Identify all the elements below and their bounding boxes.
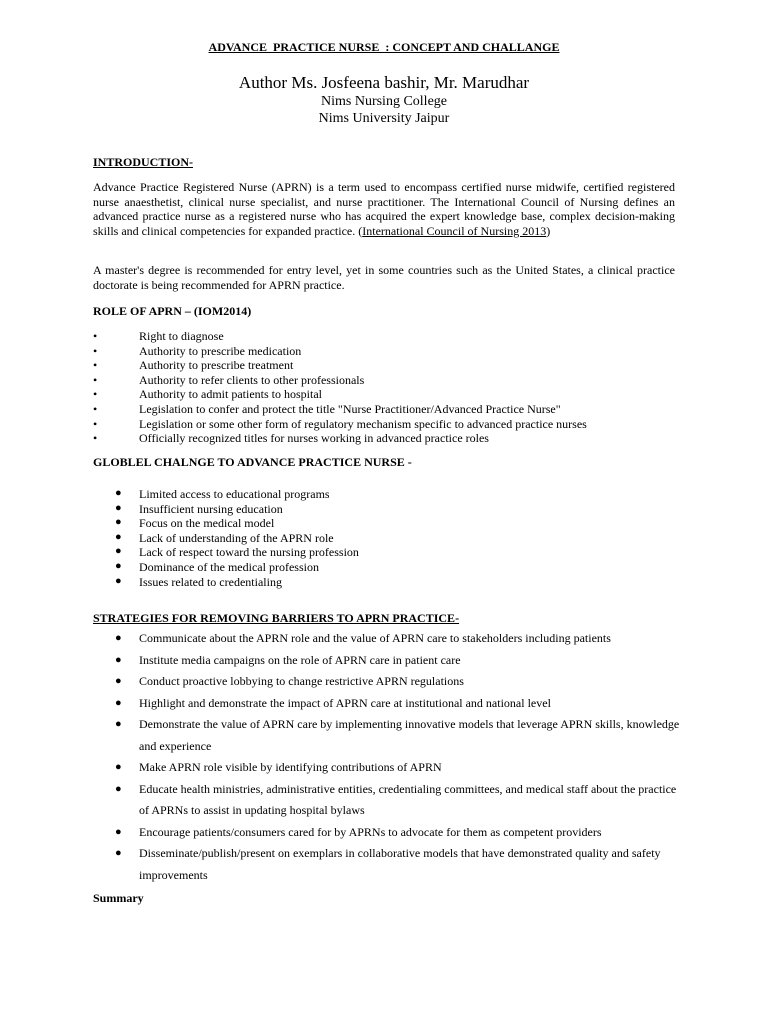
- list-item-text: Encourage patients/consumers cared for by APRNs to advocate for them as competent providers: [139, 824, 602, 839]
- list-item: [93, 531, 693, 546]
- list-item: [93, 843, 683, 886]
- bullet-icon: ●: [115, 487, 122, 499]
- list-item-text: Lack of understanding of the APRN role: [139, 530, 334, 545]
- list-item: [93, 358, 693, 373]
- bullet-icon: ●: [115, 559, 122, 572]
- bullet-icon: ●: [115, 718, 122, 730]
- strategies-heading: STRATEGIES FOR REMOVING BARRIERS TO APRN PRACTICE-: [93, 611, 460, 625]
- bullet-icon: ●: [115, 847, 122, 859]
- list-item-text: Authority to refer clients to other professionals: [139, 372, 365, 387]
- list-item-text: Institute media campaigns on the role of APRN care in patient care: [139, 652, 461, 667]
- bullet-icon: ●: [115, 675, 122, 687]
- bullet-icon: ●: [115, 782, 122, 795]
- bullet-icon: •: [93, 358, 98, 373]
- list-item-text: Legislation or some other form of regulatory mechanism specific to advanced practice nurses: [139, 416, 587, 431]
- list-item: [93, 387, 693, 402]
- strategies-list: [93, 628, 683, 886]
- list-item: [93, 417, 693, 432]
- list-item: [93, 714, 683, 757]
- bullet-icon: •: [93, 416, 98, 431]
- list-item: [93, 545, 693, 560]
- introduction-paragraph-2: A master's degree is recommended for entry level, yet in some countries such as the United States, a clinical practice doctorate is being recommended for APRN practice.: [93, 263, 675, 292]
- bullet-icon: ●: [115, 696, 122, 709]
- list-item-text: Focus on the medical model: [139, 516, 275, 531]
- bullet-icon: •: [93, 431, 98, 446]
- list-item: [93, 344, 693, 359]
- list-item: [93, 822, 683, 844]
- bullet-icon: ●: [115, 545, 122, 558]
- list-item: [93, 779, 683, 822]
- document-title: ADVANCE PRACTICE NURSE : CONCEPT AND CHALLANGE: [208, 40, 560, 54]
- list-item: [93, 329, 693, 344]
- list-item-text: Authority to admit patients to hospital: [139, 387, 322, 402]
- bullet-icon: •: [93, 387, 98, 402]
- bullet-icon: ●: [115, 530, 122, 543]
- list-item: [93, 757, 683, 779]
- list-item: [93, 402, 693, 417]
- list-item-text: Demonstrate the value of APRN care by implementing innovative models that leverage APRN skills, knowledge and experience: [139, 717, 680, 753]
- list-item-text: Educate health ministries, administrative entities, credentialing committees, and medical staff about the practice of APRNs to assist in updating hospital bylaws: [139, 781, 677, 817]
- list-item: [93, 671, 683, 693]
- introduction-paragraph-1: [93, 180, 675, 238]
- introduction-heading: INTRODUCTION-: [93, 155, 194, 169]
- bullet-icon: •: [93, 329, 98, 343]
- list-item: [93, 487, 693, 502]
- list-item: [93, 516, 693, 531]
- role-heading: ROLE OF APRN – (IOM2014): [93, 304, 252, 318]
- list-item-text: Communicate about the APRN role and the value of APRN care to stakeholders including patients: [139, 631, 611, 645]
- introduction-paragraph-1-text: Advance Practice Registered Nurse (APRN) is a term used to encompass certified nurse midwife, certified registered nurse anaesthetist, clinical nurse specialist, and nurse practitioner. The International Council of Nursing defines an advanced practice nurse as a registered nurse who has acquired the expert knowledge base, complex decision-making skills and clinical competencies for expanded practice. (: [93, 180, 675, 238]
- list-item-text: Highlight and demonstrate the impact of APRN care at institutional and national level: [139, 695, 551, 710]
- list-item-text: Lack of respect toward the nursing profession: [139, 545, 359, 560]
- challenges-heading: GLOBLEL CHALNGE TO ADVANCE PRACTICE NURSE -: [93, 455, 412, 469]
- list-item-text: Officially recognized titles for nurses working in advanced practice roles: [139, 431, 489, 446]
- author-line: Author Ms. Josfeena bashir, Mr. Marudhar: [238, 73, 530, 92]
- list-item-text: Legislation to confer and protect the title "Nurse Practitioner/Advanced Practice Nurse": [139, 401, 561, 416]
- bullet-icon: •: [93, 343, 98, 358]
- list-item-text: Issues related to credentialing: [139, 574, 282, 589]
- bullet-icon: ●: [115, 653, 122, 666]
- list-item-text: Conduct proactive lobbying to change restrictive APRN regulations: [139, 674, 464, 688]
- bullet-icon: •: [93, 401, 98, 416]
- bullet-icon: ●: [115, 632, 122, 644]
- list-item-text: Right to diagnose: [139, 329, 224, 343]
- bullet-icon: ●: [115, 516, 122, 529]
- list-item-text: Make APRN role visible by identifying contributions of APRN: [139, 760, 442, 774]
- list-item: [93, 650, 683, 672]
- list-item: [93, 373, 693, 388]
- affiliation-university: Nims University Jaipur: [318, 111, 450, 126]
- list-item: [93, 431, 693, 446]
- list-item: [93, 502, 693, 517]
- introduction-paragraph-1-tail: ): [546, 223, 551, 238]
- bullet-icon: •: [93, 372, 98, 387]
- list-item-text: Authority to prescribe medication: [139, 343, 302, 358]
- list-item-text: Disseminate/publish/present on exemplars in collaborative models that have demonstrated quality and safety improvements: [139, 846, 661, 882]
- list-item-text: Authority to prescribe treatment: [139, 358, 294, 373]
- list-item: [93, 575, 693, 590]
- bullet-icon: ●: [115, 501, 122, 514]
- bullet-icon: ●: [115, 825, 122, 838]
- summary-heading: Summary: [93, 891, 144, 905]
- bullet-icon: ●: [115, 761, 122, 773]
- list-item-text: Limited access to educational programs: [139, 487, 330, 501]
- challenges-list: [93, 487, 693, 589]
- bullet-icon: ●: [115, 574, 122, 587]
- list-item: [93, 693, 683, 715]
- list-item-text: Dominance of the medical profession: [139, 559, 319, 574]
- list-item: [93, 560, 693, 575]
- affiliation-college: Nims Nursing College: [321, 94, 447, 109]
- list-item-text: Insufficient nursing education: [139, 501, 283, 516]
- role-list: [93, 329, 693, 446]
- list-item: [93, 628, 683, 650]
- citation-link[interactable]: International Council of Nursing 2013: [362, 223, 547, 238]
